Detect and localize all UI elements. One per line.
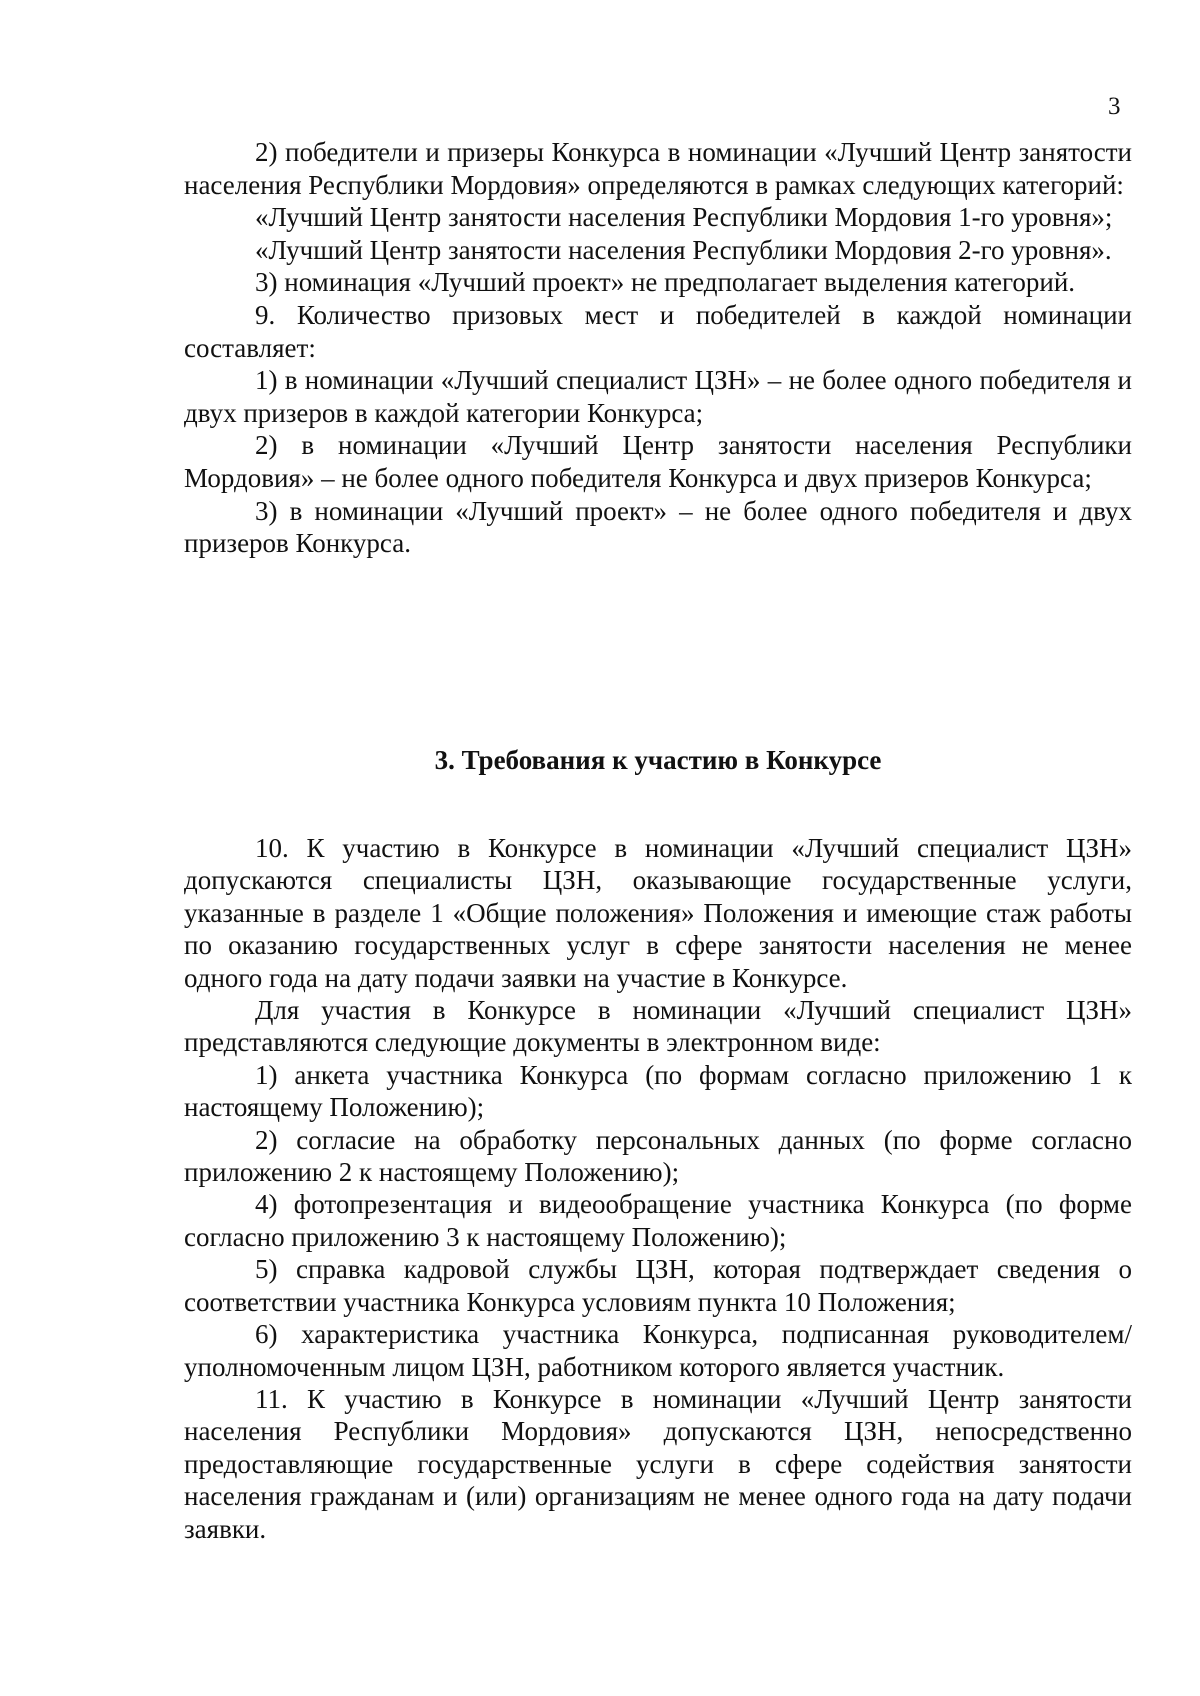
page-number: 3	[1108, 93, 1121, 120]
paragraph-document-2: 2) согласие на обработку персональных данных (по форме согласно приложению 2 к настоящему Положению);	[184, 1124, 1132, 1188]
paragraph-document-5: 5) справка кадровой службы ЦЗН, которая подтверждает сведения о соответствии участника Конкурса условиям пункта 10 Положения;	[184, 1254, 1132, 1317]
paragraph-document-4: 4) фотопрезентация и видеообращение участника Конкурса (по форме согласно приложению 3 к настоящему Положению);	[184, 1189, 1132, 1252]
section-heading: 3. Требования к участию в Конкурсе	[434, 745, 882, 775]
body-text-top	[184, 136, 1132, 560]
paragraph-document-1: 1) анкета участника Конкурса (по формам согласно приложению 1 к настоящему Положению);	[184, 1059, 1132, 1123]
paragraph-item-10: 10. К участию в Конкурсе в номинации «Лучший специалист ЦЗН» допускаются специалисты ЦЗН, оказывающие государственные услуги, указанные в разделе 1 «Общие положения» Положения и имеющие стаж работы по оказанию государственных услуг в сфере занятости населения не менее одного года на дату подачи заявки на участие в Конкурсе.	[184, 833, 1132, 993]
paragraph-documents-intro: Для участия в Конкурсе в номинации «Лучший специалист ЦЗН» представляются следующие документы в электронном виде:	[184, 995, 1132, 1058]
paragraph-category-level-1: «Лучший Центр занятости населения Республики Мордовия 1-го уровня»;	[255, 202, 1113, 233]
paragraph-best-project-nomination: 3) номинация «Лучший проект» не предполагает выделения категорий.	[255, 267, 1076, 298]
body-text-bottom	[184, 832, 1132, 1545]
paragraph-document-6: 6) характеристика участника Конкурса, подписанная руководителем/ уполномоченным лицом ЦЗН, работником которого является участник.	[184, 1319, 1132, 1382]
paragraph-item-9-2: 2) в номинации «Лучший Центр занятости населения Республики Мордовия» – не более одного победителя Конкурса и двух призеров Конкурса;	[184, 430, 1132, 493]
paragraph-categories-winners: 2) победители и призеры Конкурса в номинации «Лучший Центр занятости населения Республики Мордовия» определяются в рамках следующих категорий:	[184, 137, 1132, 200]
paragraph-item-11: 11. К участию в Конкурсе в номинации «Лучший Центр занятости населения Республики Мордовия» допускаются ЦЗН, непосредственно предоставляющие государственные услуги в сфере содействия занятости населения гражданам и (или) организациям не менее одного года на дату подачи заявки.	[184, 1383, 1132, 1544]
paragraph-category-level-2: «Лучший Центр занятости населения Республики Мордовия 2-го уровня».	[255, 234, 1112, 265]
paragraph-item-9: 9. Количество призовых мест и победителей в каждой номинации составляет:	[184, 299, 1132, 363]
paragraph-item-9-3: 3) в номинации «Лучший проект» – не более одного победителя и двух призеров Конкурса.	[184, 495, 1132, 559]
paragraph-item-9-1: 1) в номинации «Лучший специалист ЦЗН» – не более одного победителя и двух призеров в каждой категории Конкурса;	[184, 365, 1132, 428]
